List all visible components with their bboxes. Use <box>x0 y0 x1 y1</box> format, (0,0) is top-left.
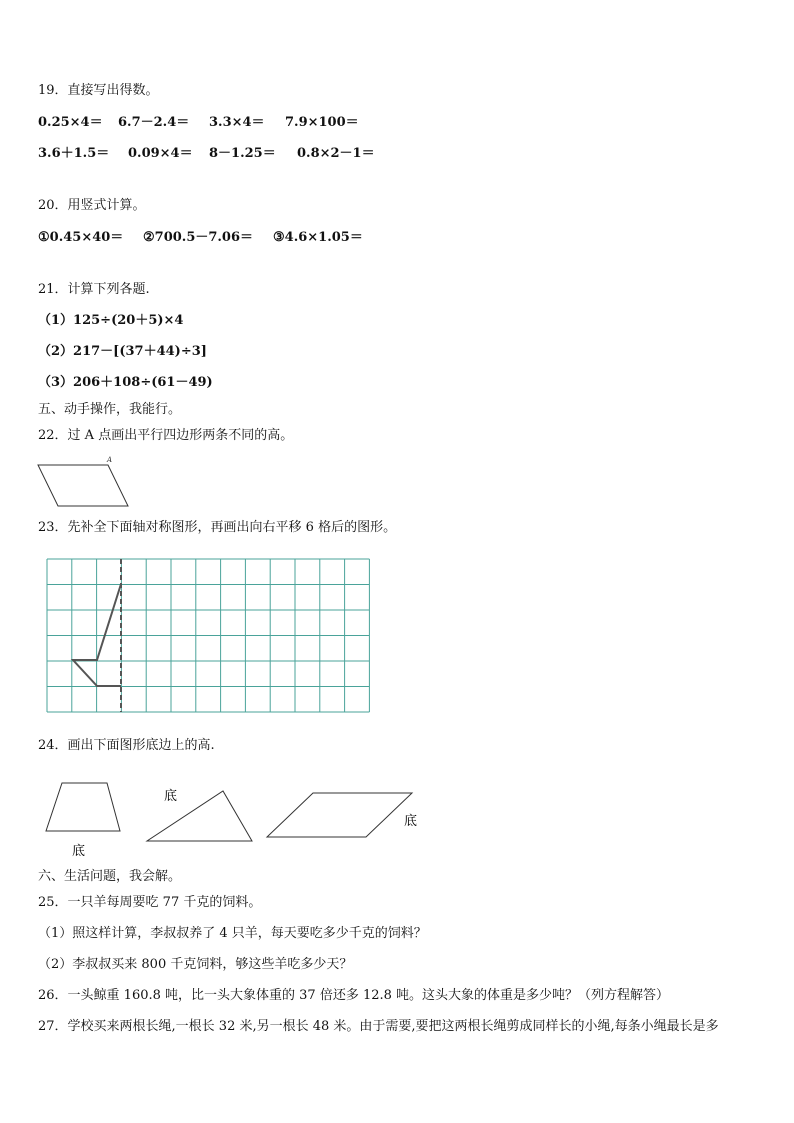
q27-text: 27．学校买来两根长绳,一根长 32 米,另一根长 48 米。由于需要,要把这两根长绳剪成同样长的小绳,每条小绳最长是多 <box>38 1019 719 1034</box>
q21-title: 21．计算下列各题. <box>38 282 150 297</box>
base-label: 底 <box>404 814 418 829</box>
q24-title: 24．画出下面图形底边上的高. <box>38 738 215 753</box>
q26-text: 26．一头鲸重 160.8 吨，比一头大象体重的 37 倍还多 12.8 吨。这头大象的体重是多少吨？（列方程解答） <box>38 988 670 1003</box>
q20-item: ③4.6×1.05＝ <box>273 230 363 245</box>
parallelogram-shape <box>267 793 412 837</box>
q21-item: （1）125÷(20＋5)×4 <box>38 313 184 328</box>
q22-title: 22．过 A 点画出平行四边形两条不同的高。 <box>38 428 294 443</box>
q21-item: （3）206＋108÷(61－49) <box>38 375 213 390</box>
q21-item: （2）217－[(37＋44)÷3] <box>38 344 207 359</box>
section-heading: 五、动手操作，我能行。 <box>38 402 182 417</box>
base-label: 底 <box>72 844 86 859</box>
section-heading: 六、生活问题，我会解。 <box>38 869 182 884</box>
q19-item: 8－1.25＝ <box>209 146 276 161</box>
q25-item: （2）李叔叔买来 800 千克饲料，够这些羊吃多少天？ <box>38 957 353 972</box>
q23-title: 23．先补全下面轴对称图形，再画出向右平移 6 格后的图形。 <box>38 520 397 535</box>
triangle-shape <box>147 791 252 841</box>
q19-item: 3.3×4＝ <box>209 115 265 130</box>
point-a-label: A <box>107 456 113 464</box>
q20-item: ②700.5－7.06＝ <box>143 230 254 245</box>
q19-item: 7.9×100＝ <box>285 115 359 130</box>
q19-title: 19．直接写出得数。 <box>38 83 159 98</box>
q25-title: 25．一只羊每周要吃 77 千克的饲料。 <box>38 895 262 910</box>
base-label: 底 <box>164 789 178 804</box>
q20-item: ①0.45×40＝ <box>38 230 124 245</box>
q25-item: （1）照这样计算，李叔叔养了 4 只羊，每天要吃多少千克的饲料？ <box>38 926 427 941</box>
q20-title: 20．用竖式计算。 <box>38 198 146 213</box>
trapezoid-shape <box>46 783 120 831</box>
q19-item: 0.8×2－1＝ <box>297 146 375 161</box>
q19-item: 0.25×4＝ <box>38 115 103 130</box>
q19-item: 0.09×4＝ <box>128 146 193 161</box>
q19-item: 3.6＋1.5＝ <box>38 146 110 161</box>
q19-item: 6.7－2.4＝ <box>118 115 190 130</box>
